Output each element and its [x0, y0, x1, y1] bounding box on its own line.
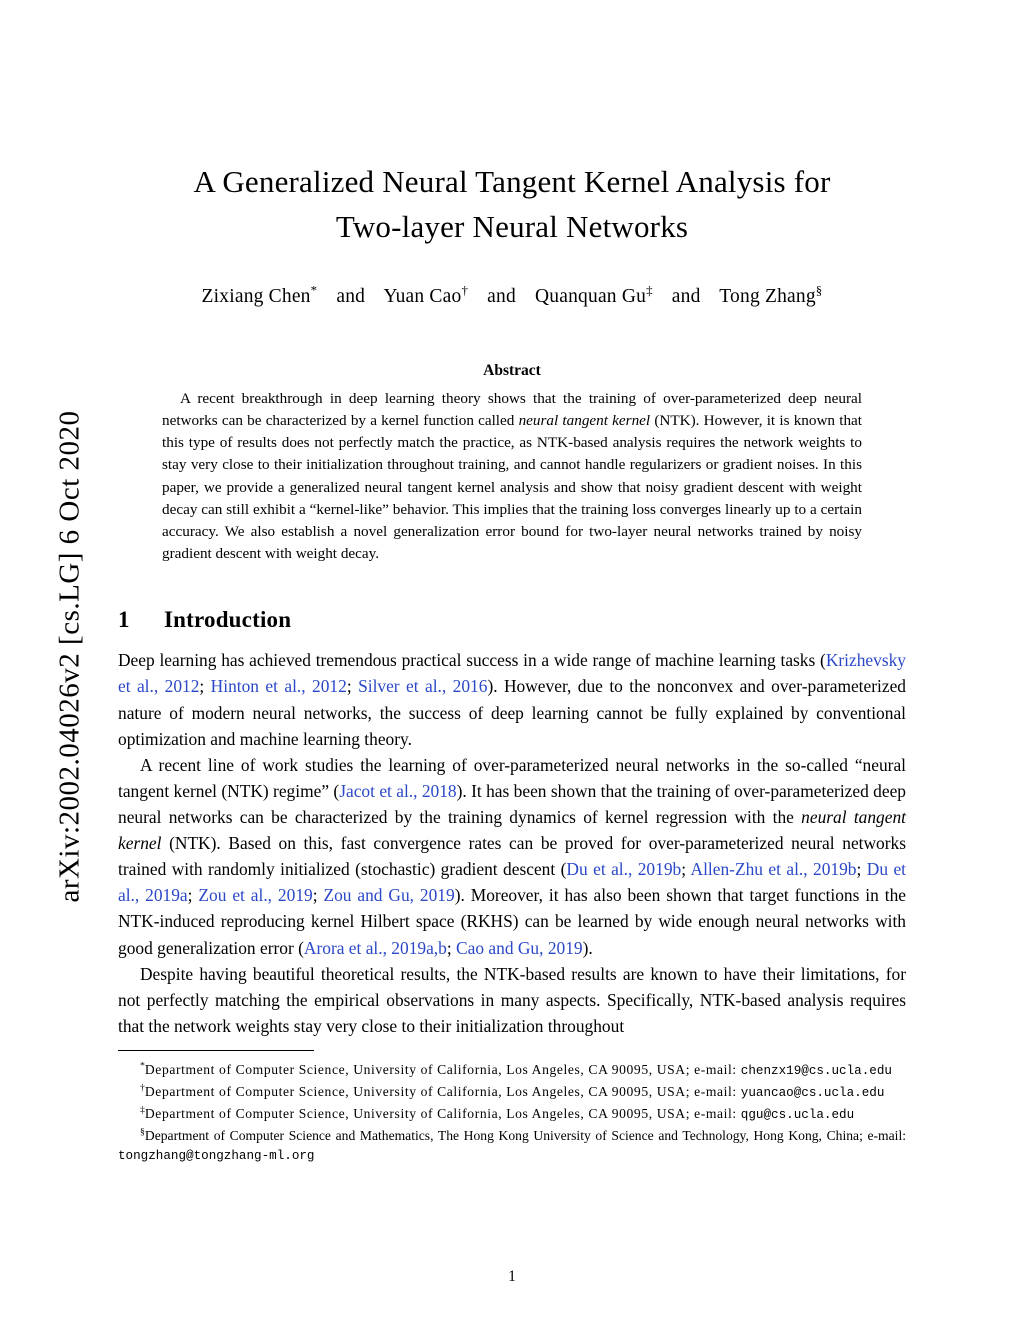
abstract-text-part-1: A recent breakthrough in deep learning theory shows that the training of over-parameterized deep neural networks can be characterized by a kernel function called — [162, 389, 862, 430]
author-2-mark: † — [461, 283, 469, 298]
text-run: ). — [582, 937, 593, 958]
text-run: ; — [312, 885, 324, 906]
text-run: (NTK). Based on this, fast convergence rates can be proved for over-parameterized neural networks trained with randomly initialized (stochastic) gradient descent ( — [118, 833, 906, 880]
text-run: ). Moreover, it has also been shown that target functions in the NTK-induced reproducing kernel Hilbert space (RKHS) can be learned by wide enough neural networks with good generalization error ( — [118, 885, 906, 958]
title-line-2: Two-layer Neural Networks — [335, 208, 689, 244]
page-number: 1 — [508, 1268, 516, 1285]
author-3-mark: ‡ — [646, 283, 653, 298]
abstract-text-part-2: (NTK). However, it is known that this type of results does not perfectly match the practice, as NTK-based analysis requires the network weights to stay very close to their initialization throughout training, and cannot handle regularizers or gradient noises. In this paper, we provide a generalized neural tangent kernel analysis and show that noisy gradient descent with weight decay can still exhibit a “kernel-like” behavior. This implies that the training loss converges linearly up to a certain accuracy. We also establish a novel generalization error bound for two-layer neural networks trained by noisy gradient descent with weight decay. — [162, 412, 863, 563]
citation-link[interactable]: Zou and Gu, 2019 — [323, 885, 455, 906]
footnote-1-text: Department of Computer Science, University of California, Los Angeles, CA 90095, USA; e-mail: — [144, 1062, 741, 1077]
footnote-3-mark: ‡ — [140, 1104, 145, 1116]
footnote-rule — [118, 1050, 314, 1051]
citation-link[interactable]: Zou et al., 2019 — [198, 885, 313, 906]
citation-link[interactable]: Silver et al., 2016 — [358, 676, 488, 697]
page-title — [118, 160, 906, 250]
footnote-2 — [118, 1082, 906, 1103]
title-line-1: A Generalized Neural Tangent Kernel Analysis for — [193, 164, 831, 199]
citation-link[interactable]: Arora et al., 2019a,b — [303, 937, 447, 958]
text-run: ). However, due to the nonconvex and over-parameterized nature of modern neural networks, the success of deep learning cannot be fully explained by conventional optimization and machine learning theory. — [118, 676, 906, 749]
citation-link[interactable]: Allen-Zhu et al., 2019b — [690, 859, 857, 880]
footnote-4 — [118, 1126, 906, 1166]
author-1-name: Zixiang Chen — [201, 285, 311, 307]
author-3 — [535, 283, 653, 307]
text-run: ; — [446, 937, 457, 958]
abstract-section — [162, 362, 862, 566]
paragraph-3 — [118, 961, 906, 1039]
author-joiner-1: and — [336, 285, 366, 307]
author-joiner-3: and — [671, 285, 701, 307]
paragraph-1 — [118, 647, 906, 751]
footnote-4-text: Department of Computer Science and Mathematics, The Hong Kong University of Science and Technology, Hong Kong, China; e-mail: — [144, 1127, 906, 1143]
footnote-1 — [118, 1060, 906, 1081]
paragraph-2 — [118, 752, 906, 961]
author-2 — [383, 283, 469, 307]
footnote-block — [118, 1050, 906, 1167]
citation-link[interactable]: Cao and Gu, 2019 — [456, 937, 583, 958]
citation-link[interactable]: Du et al., 2019b — [566, 859, 682, 880]
section-title: Introduction — [164, 607, 292, 633]
citation-link[interactable]: Hinton et al., 2012 — [210, 676, 347, 697]
author-4 — [719, 283, 823, 307]
footnote-1-email[interactable]: chenzx19@cs.ucla.edu — [740, 1064, 892, 1078]
text-run: Despite having beautiful theoretical results, the NTK-based results are known to have their limitations, for not perfectly matching the empirical observations in many aspects. Specifically, NTK-based analysis requires that the network weights stay very close to their initialization throughout — [118, 963, 906, 1036]
arxiv-identifier-stamp: arXiv:2002.04026v2 [cs.LG] 6 Oct 2020 — [53, 410, 86, 903]
paper-content — [118, 160, 906, 1039]
author-2-name: Yuan Cao — [383, 285, 462, 307]
text-run: ; — [856, 859, 867, 880]
section-heading-introduction — [118, 607, 906, 633]
citation-link[interactable]: Jacot et al., 2018 — [339, 780, 457, 801]
footnote-3-text: Department of Computer Science, University of California, Los Angeles, CA 90095, USA; e-mail: — [144, 1105, 741, 1121]
author-3-name: Quanquan Gu — [535, 285, 647, 307]
author-list — [118, 283, 906, 308]
author-4-mark: § — [815, 283, 823, 298]
abstract-emphasis: neural tangent kernel — [518, 412, 651, 430]
citation-link[interactable]: Du et al., 2019a — [118, 859, 906, 906]
abstract-heading: Abstract — [483, 361, 541, 379]
text-run: ; — [199, 676, 211, 697]
footnote-2-text: Department of Computer Science, University of California, Los Angeles, CA 90095, USA; e-mail: — [144, 1083, 741, 1099]
text-run: A recent line of work studies the learning of over-parameterized neural networks in the so-called “neural tangent kernel (NTK) regime” ( — [118, 754, 906, 801]
text-run: Deep learning has achieved tremendous practical success in a wide range of machine learning tasks ( — [118, 650, 826, 671]
author-1 — [201, 283, 318, 307]
text-run: ; — [187, 885, 199, 906]
emphasis-text: neural tangent kernel — [118, 807, 906, 854]
footnote-2-mark: † — [140, 1082, 145, 1094]
text-run: ; — [346, 676, 359, 697]
footnote-4-mark: § — [140, 1126, 145, 1138]
footnote-4-email[interactable]: tongzhang@tongzhang-ml.org — [118, 1148, 315, 1163]
citation-link[interactable]: Krizhevsky et al., 2012 — [118, 650, 906, 697]
footnote-2-email[interactable]: yuancao@cs.ucla.edu — [740, 1085, 885, 1100]
text-run: ; — [681, 859, 691, 880]
author-4-name: Tong Zhang — [719, 285, 816, 307]
footnote-1-mark: * — [140, 1060, 145, 1072]
text-run: ). It has been shown that the training of over-parameterized deep neural networks can be characterized by the training dynamics of kernel regression with the — [118, 780, 906, 828]
abstract-text — [162, 388, 862, 566]
footnote-3 — [118, 1104, 906, 1125]
author-1-mark: * — [310, 283, 318, 298]
section-number: 1 — [118, 607, 130, 633]
author-joiner-2: and — [487, 285, 516, 307]
footnote-3-email[interactable]: qgu@cs.ucla.edu — [740, 1107, 855, 1122]
